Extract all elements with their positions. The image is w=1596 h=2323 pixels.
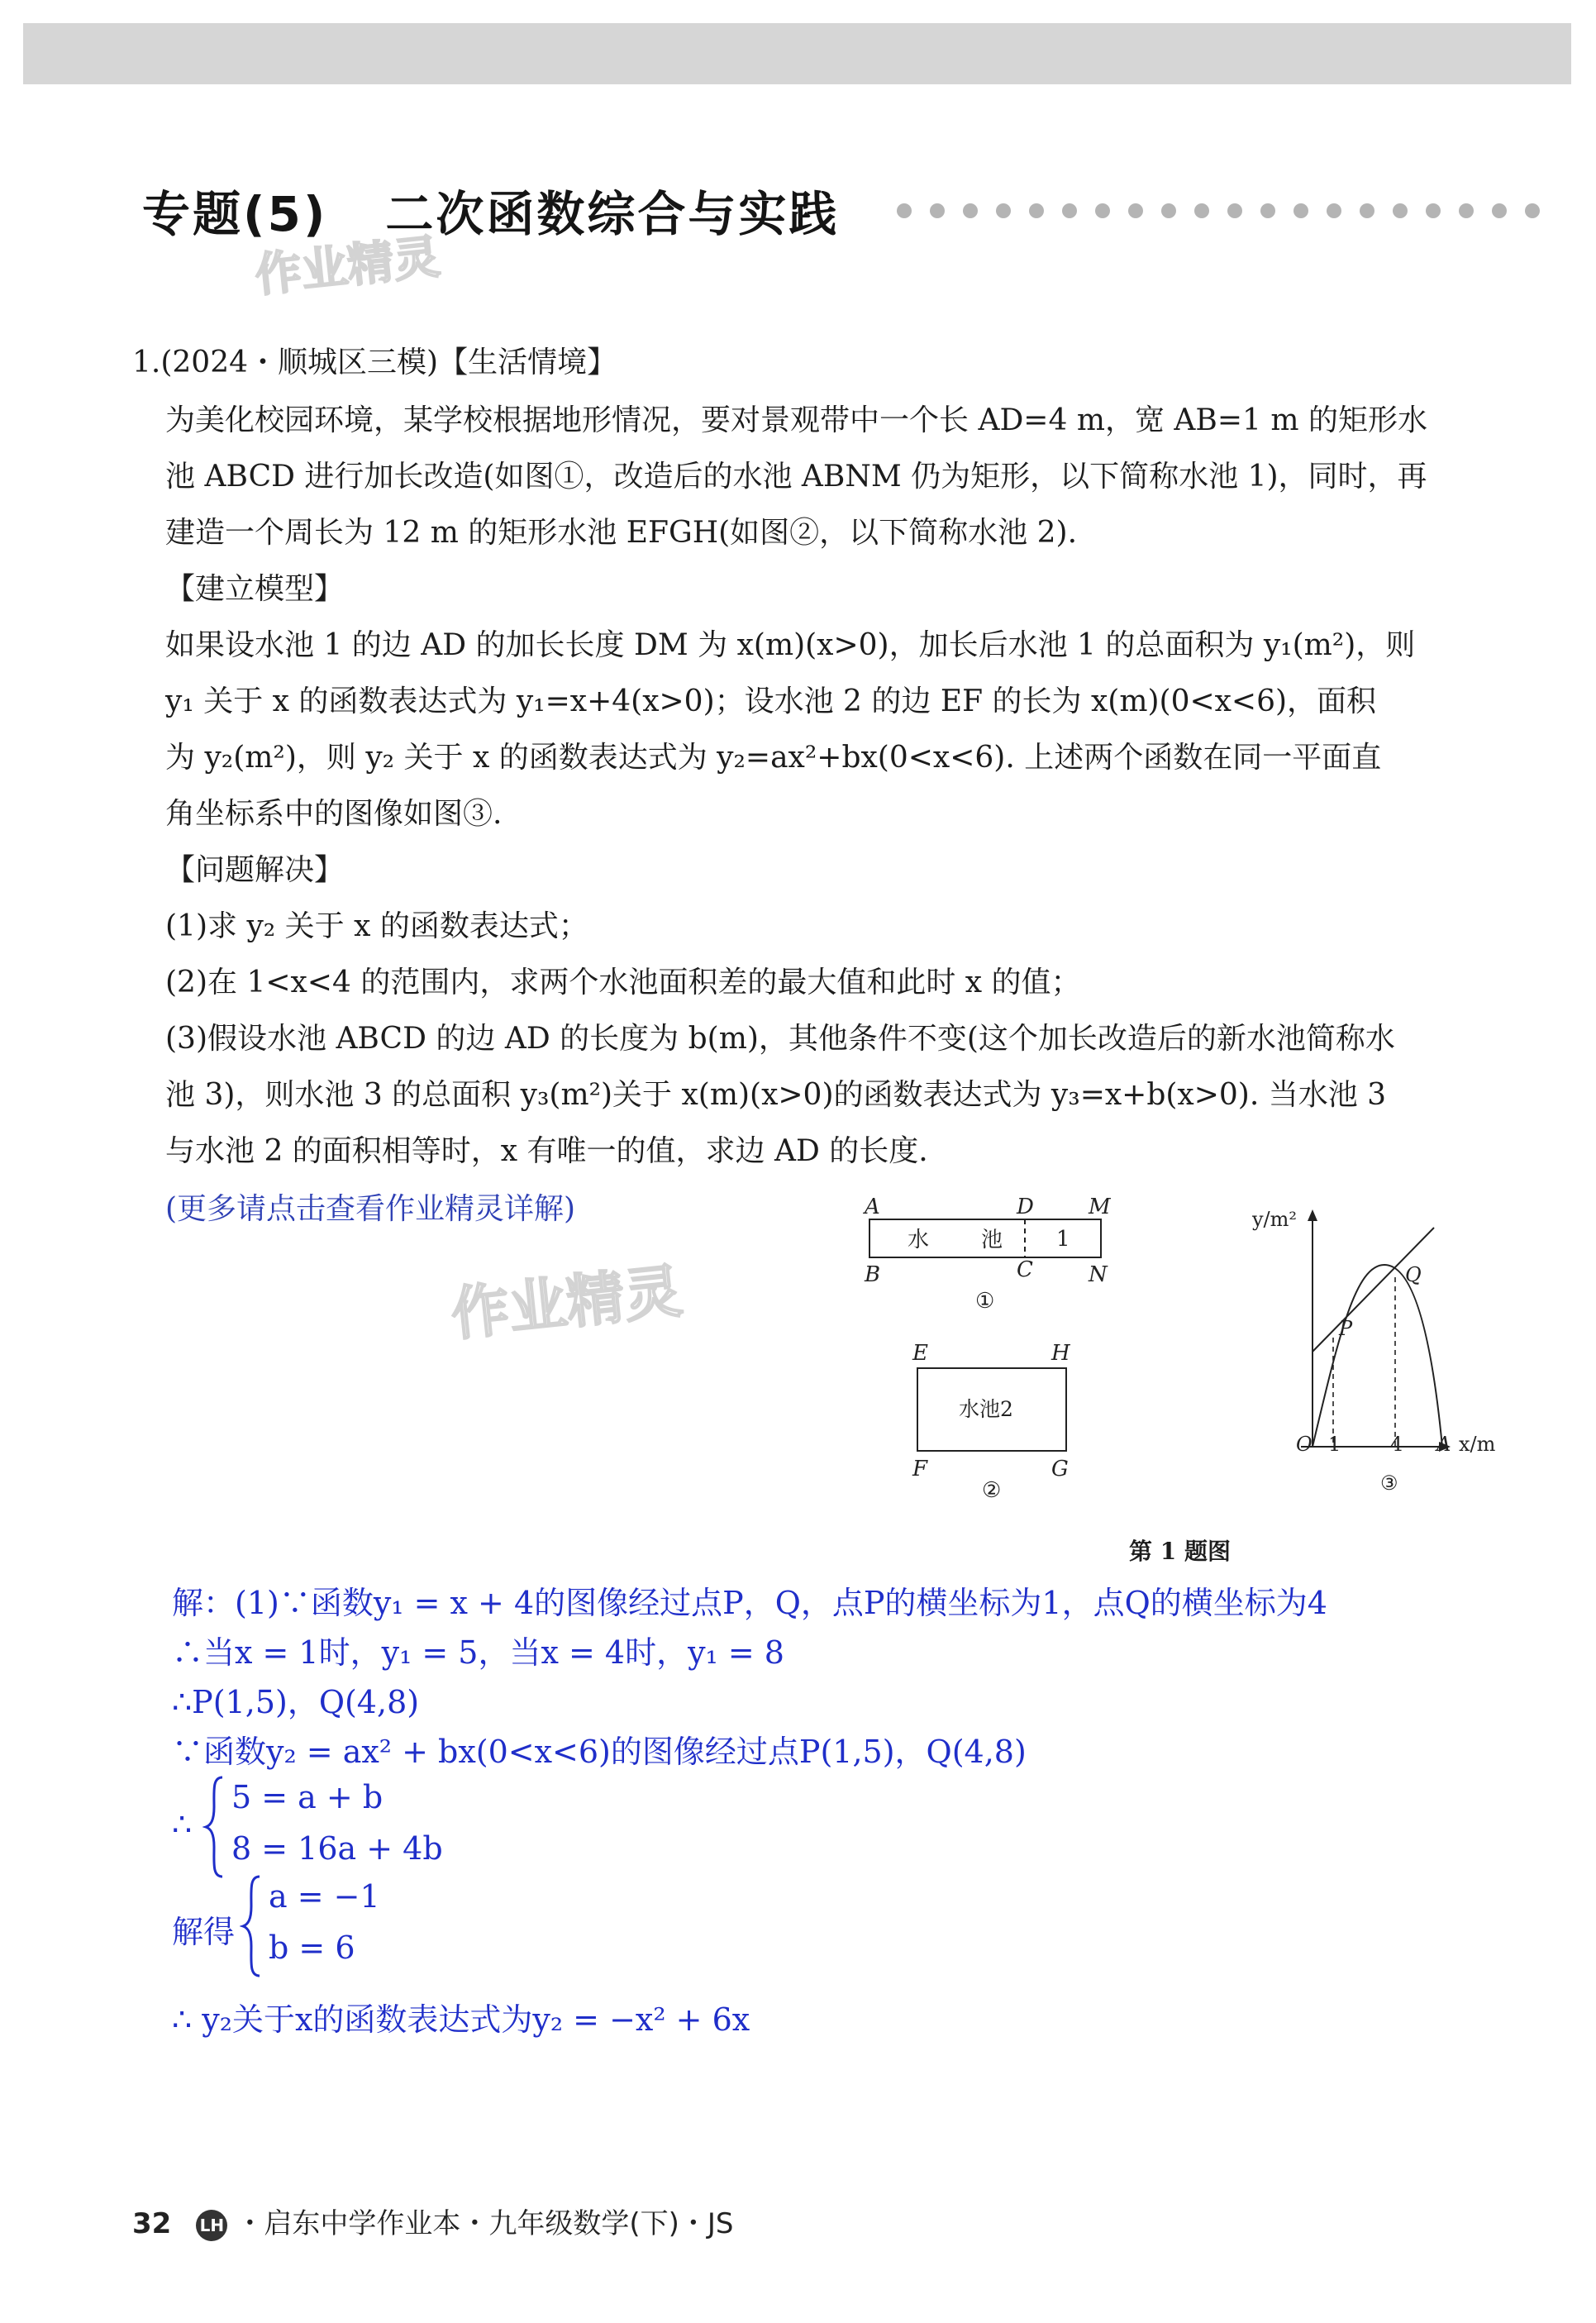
fig1-label-d: D bbox=[1017, 1195, 1034, 1219]
figure-caption: 第 1 题图 bbox=[1129, 1538, 1231, 1565]
question-line: (2)在 1<x<4 的范围内，求两个水池面积差的最大值和此时 x 的值； bbox=[165, 966, 1081, 999]
fig3-point-a: A bbox=[1436, 1433, 1451, 1456]
brace-system-2 bbox=[240, 1873, 264, 1979]
question-line: 与水池 2 的面积相等时，x 有唯一的值，求边 AD 的长度. bbox=[165, 1134, 928, 1168]
fig3-x-axis-label: x/m bbox=[1459, 1433, 1496, 1456]
solution-line: 解：(1)∵函数y₁ = x + 4的图像经过点P，Q，点P的横坐标为1，点Q的横坐标为4 bbox=[172, 1585, 1327, 1621]
more-details-link[interactable]: (更多请点击查看作业精灵详解) bbox=[165, 1192, 576, 1226]
equation-line: a = −1 bbox=[269, 1878, 380, 1915]
equation-line: 8 = 16a + 4b bbox=[231, 1830, 443, 1867]
figure-1 bbox=[851, 1190, 1124, 1323]
fig3-tick-4: 4 bbox=[1390, 1433, 1403, 1456]
top-banner bbox=[23, 23, 1571, 84]
fig1-label-a: A bbox=[865, 1195, 880, 1219]
model-line: 角坐标系中的图像如图③. bbox=[165, 797, 503, 831]
fig2-label-e: E bbox=[912, 1341, 928, 1366]
fig3-number: ③ bbox=[1380, 1472, 1398, 1495]
fig2-number: ② bbox=[982, 1478, 1002, 1500]
solution-final: ∴ y₂关于x的函数表达式为y₂ = −x² + 6x bbox=[172, 2001, 750, 2038]
fig1-number: ① bbox=[975, 1289, 995, 1314]
fig1-label-n: N bbox=[1089, 1262, 1108, 1287]
fig3-tick-1: 1 bbox=[1328, 1433, 1341, 1456]
fig2-label-f: F bbox=[912, 1457, 928, 1481]
model-line: y₁ 关于 x 的函数表达式为 y₁=x+4(x>0)；设水池 2 的边 EF 的长为 x(m)(0<x<6)，面积 bbox=[165, 684, 1377, 718]
topic-title: 二次函数综合与实践 bbox=[385, 186, 840, 242]
solve-label: 解得 bbox=[172, 1914, 236, 1950]
fig2-label-h: H bbox=[1051, 1341, 1070, 1366]
question-line: (1)求 y₂ 关于 x 的函数表达式； bbox=[165, 909, 588, 943]
problem-line: 为美化校园环境，某学校根据地形情况，要对景观带中一个长 AD=4 m，宽 AB=1 m 的矩形水 bbox=[165, 403, 1427, 437]
fig1-text-pool2: 池 bbox=[981, 1228, 1003, 1252]
fig1-label-m: M bbox=[1089, 1195, 1111, 1219]
fig2-text: 水池2 bbox=[959, 1397, 1013, 1421]
fig3-y-axis-label: y/m² bbox=[1252, 1208, 1298, 1231]
solution-line: ∴P(1,5)，Q(4,8) bbox=[172, 1684, 420, 1720]
problem-source-text: (2024・顺城区三模)【生活情境】 bbox=[160, 346, 617, 379]
fig1-text-one: 1 bbox=[1056, 1227, 1070, 1252]
brace-system-1 bbox=[202, 1774, 227, 1880]
solution-line: ∵函数y₂ = ax² + bx(0<x<6)的图像经过点P(1,5)，Q(4,8) bbox=[172, 1734, 1027, 1770]
fig1-label-b: B bbox=[865, 1262, 881, 1287]
model-line: 为 y₂(m²)，则 y₂ 关于 x 的函数表达式为 y₂=ax²+bx(0<x<6). 上述两个函数在同一平面直 bbox=[165, 741, 1382, 775]
fig1-text-pool: 水 bbox=[908, 1228, 930, 1252]
book-title: ・启东中学作业本・九年级数学(下)・JS bbox=[236, 2207, 734, 2240]
problem-source bbox=[132, 344, 617, 381]
equation-line: 5 = a + b bbox=[231, 1779, 384, 1815]
therefore-symbol: ∴ bbox=[172, 1806, 193, 1843]
watermark: 作业精灵 bbox=[448, 1257, 686, 1349]
problem-line: 池 ABCD 进行加长改造(如图①，改造后的水池 ABNM 仍为矩形，以下简称水池 1)，同时，再 bbox=[165, 460, 1427, 494]
equation-line: b = 6 bbox=[269, 1929, 355, 1966]
watermark: 作业精灵 bbox=[252, 230, 443, 303]
fig2-label-g: G bbox=[1051, 1457, 1069, 1481]
solution-line: ∴当x = 1时，y₁ = 5，当x = 4时，y₁ = 8 bbox=[172, 1634, 784, 1671]
model-heading: 【建立模型】 bbox=[165, 572, 345, 606]
problem-line: 建造一个周长为 12 m 的矩形水池 EFGH(如图②，以下简称水池 2). bbox=[165, 516, 1078, 550]
problem-number: 1. bbox=[132, 346, 161, 379]
solve-heading: 【问题解决】 bbox=[165, 853, 345, 887]
fig3-point-p: P bbox=[1339, 1317, 1353, 1340]
figure-3 bbox=[1248, 1203, 1504, 1509]
title-dots bbox=[897, 203, 1566, 222]
model-line: 如果设水池 1 的边 AD 的加长长度 DM 为 x(m)(x>0)，加长后水池 1 的总面积为 y₁(m²)，则 bbox=[165, 628, 1416, 662]
fig3-point-q: Q bbox=[1405, 1263, 1422, 1286]
fig1-label-c: C bbox=[1017, 1257, 1033, 1282]
publisher-logo: LH bbox=[196, 2210, 227, 2241]
page-footer bbox=[132, 2201, 733, 2241]
page-number: 32 bbox=[132, 2207, 172, 2240]
fig3-origin: O bbox=[1296, 1433, 1313, 1456]
page-title bbox=[139, 175, 839, 245]
question-line: (3)假设水池 ABCD 的边 AD 的长度为 b(m)，其他条件不变(这个加长改造后的新水池简称水 bbox=[165, 1022, 1395, 1056]
question-line: 池 3)，则水池 3 的总面积 y₃(m²)关于 x(m)(x>0)的函数表达式为 y₃=x+b(x>0). 当水池 3 bbox=[165, 1078, 1387, 1112]
figure-2 bbox=[901, 1335, 1091, 1500]
topic-number: 专题(5) bbox=[142, 186, 328, 242]
